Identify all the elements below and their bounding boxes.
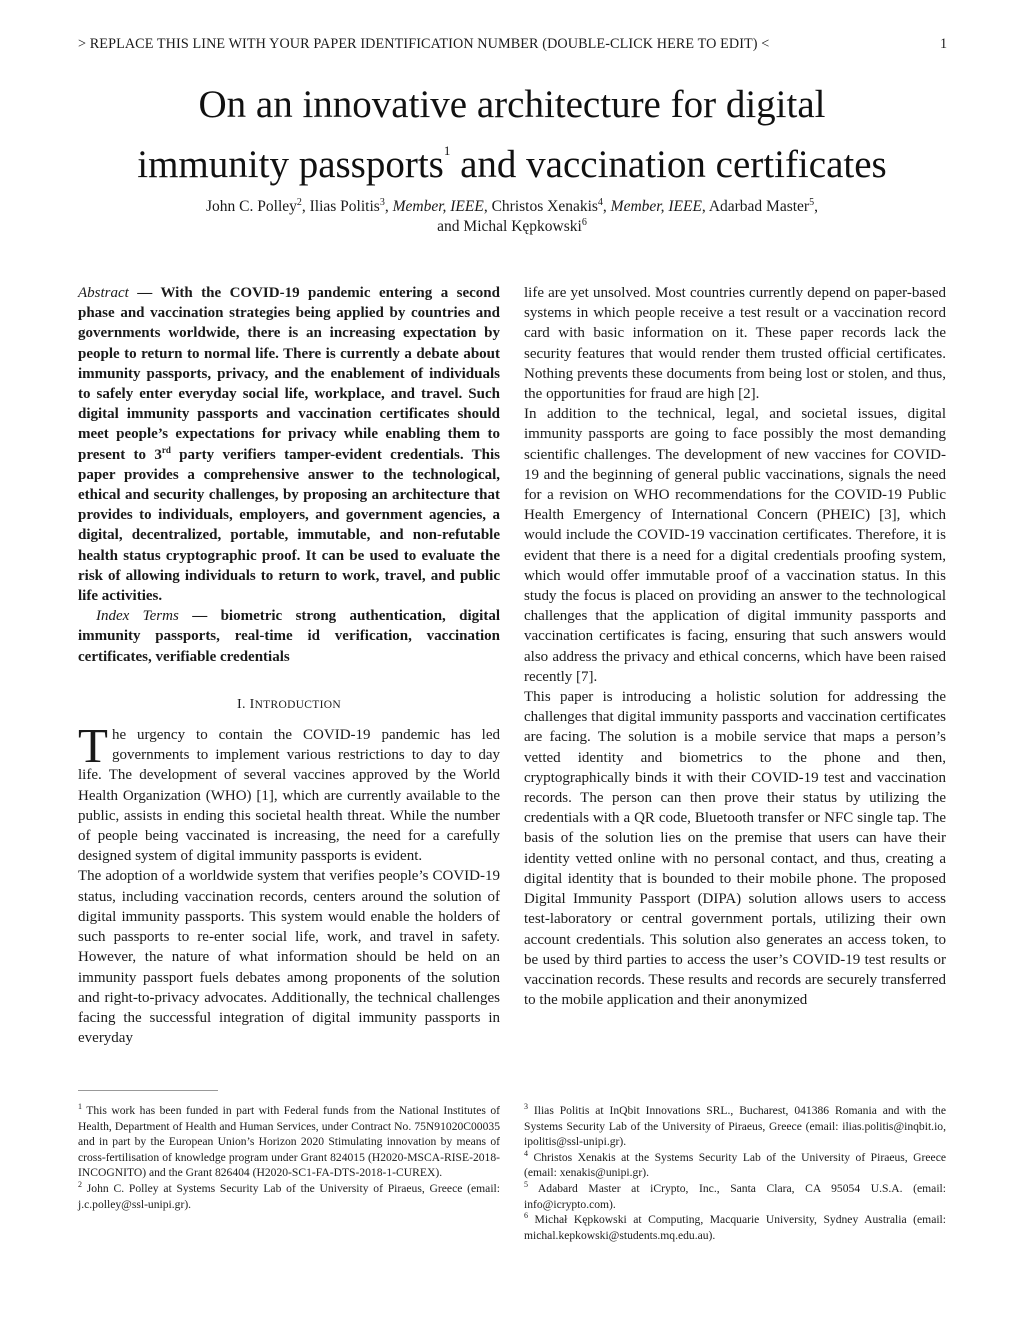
author-5-ref: 6 bbox=[581, 217, 587, 228]
footnote-5-text: Adabard Master at iCrypto, Inc., Santa Clara, CA 95054 U.S.A. (email: info@icrypto.com). bbox=[524, 1181, 946, 1211]
page-number: 1 bbox=[940, 36, 948, 52]
intro-paragraph-1-text: he urgency to contain the COVID-19 pandemic has led governments to implement various restrictions to day to day life. The development of several vaccines approved by the World Health Organization (WHO) [1], which are currently available to the public, assists in ending this societal health threat. While the number of people being vaccinated is increasing, the need for a carefully designed system of digital immunity passports is evident. bbox=[78, 727, 500, 865]
author-3-role: Member, IEEE bbox=[610, 198, 702, 215]
intro-paragraph-4: This paper is introducing a holistic solution for addressing the challenges that digital immunity passports and vaccination certificates are facing. The solution is a mobile service that maps a person’s vetted identity and biometrics to the phone and then, cryptographically binds it with their COVID-19 test and vaccination records. The person can then prove their status by utilizing the credentials with a QR code, Bluetooth transfer or NFC single tap. The basis of the solution lies on the premise that users can have their identity vetted online with no personal contact, and thus, creating a digital identity that is bounded to their mobile phone. The proposed Digital Immunity Passport (DIPA) solution allows users to access test-laboratory or central government portals, utilizing their own account credentials. This solution also generates an access token, to be used by third parties to access the user’s COVID-19 test results or vaccination records. These results and records are securely transferred to the mobile application and their anonymized bbox=[524, 689, 946, 1009]
footnote-1-text: This work has been funded in part with Federal funds from the National Institutes of Health, Department of Health and Human Services, under Contract No. 75N91020C00035 and in part by the European Union’s Horizon 2020 Stimulating innovation by means of cross-fertilisation of knowledge program under Grant 824015 (H2020-MSCA-RISE-2018-INCOGNITO) and the Grant 826404 (H2020-SC1-FA-DTS-2018-1-CUREX). bbox=[78, 1104, 500, 1180]
author-2: , Ilias Politis bbox=[301, 198, 380, 215]
title-line-2: immunity passports bbox=[137, 143, 444, 186]
index-terms-label: Index Terms bbox=[96, 608, 179, 625]
footnote-3-text: Ilias Politis at InQbit Innovations SRL., Bucharest, 041386 Romania and with the Systems Security Lab of the University of Piraeus, Greece (email: ilias.politis@inqbit.io, ipolitis@ssl-unipi.gr). bbox=[524, 1104, 946, 1149]
footnote-6-text: Michał Kępkowski at Computing, Macquarie University, Sydney Australia (email: michal.kepkowski@students.mq.edu.au). bbox=[524, 1213, 946, 1242]
footnote-6 bbox=[524, 1212, 946, 1243]
abstract-text-1: — With the COVID-19 pandemic entering a second phase and vaccination strategies being applied by countries and governments worldwide, there is an increasing expectation by people to return to normal life. There is currently a debate about immunity passports, privacy, and the enablement of individuals to safely enter everyday social life, workplace, and travel. Such digital immunity passports and vaccination certificates should meet people’s expectations for privacy while enabling them to present to 3 bbox=[78, 285, 500, 463]
footnote-4-mark: 4 bbox=[524, 1148, 528, 1158]
title-line-2-rest: and vaccination certificates bbox=[450, 143, 887, 186]
footnote-5 bbox=[524, 1181, 946, 1212]
footnote-5-mark: 5 bbox=[524, 1179, 528, 1189]
author-1: John C. Polley bbox=[206, 198, 297, 215]
section-number: I. bbox=[237, 696, 250, 712]
title-line-1: On an innovative architecture for digital bbox=[198, 83, 826, 126]
author-2-role: Member, IEEE bbox=[392, 198, 484, 215]
footnote-rule-left bbox=[78, 1090, 218, 1091]
section-title-rest: NTRODUCTION bbox=[254, 698, 341, 711]
drop-cap: T bbox=[78, 718, 108, 774]
footnote-2-text: John C. Polley at Systems Security Lab of the University of Piraeus, Greece (email: j.c.polley@ssl-unipi.gr). bbox=[78, 1181, 500, 1211]
title-footnote-ref: 1 bbox=[443, 143, 451, 158]
footnote-6-mark: 6 bbox=[524, 1211, 528, 1221]
author-2-ref: 3 bbox=[379, 197, 385, 208]
footnote-1-mark: 1 bbox=[78, 1102, 82, 1111]
author-1-ref: 2 bbox=[296, 197, 302, 208]
intro-paragraph-1 bbox=[78, 718, 500, 866]
abstract-label: Abstract bbox=[78, 285, 129, 301]
intro-paragraph-2-continued: life are yet unsolved. Most countries currently depend on paper-based systems in which people receive a test result or a vaccination record card with basic information on it. These paper records lack the security features that would render them trusted official certificates. Nothing prevents these documents from being lost or stolen, and thus, the opportunities for fraud are high [2]. bbox=[524, 285, 946, 403]
abstract bbox=[78, 283, 500, 606]
paper-title bbox=[60, 82, 964, 188]
right-column bbox=[524, 283, 946, 1010]
author-3-ref: 4 bbox=[597, 197, 603, 208]
footnote-4-text: Christos Xenakis at the Systems Security Lab of the University of Piraeus, Greece (email: xenakis@unipi.gr). bbox=[524, 1150, 946, 1180]
footnote-2 bbox=[78, 1181, 500, 1212]
left-column bbox=[78, 283, 500, 1048]
footnotes-left bbox=[78, 1103, 500, 1212]
index-terms-text: — biometric strong authentication, digital immunity passports, real-time id verification, vaccination certificates, verifiable credentials bbox=[78, 608, 500, 665]
author-4: , Adarbad Master bbox=[701, 198, 810, 215]
footnote-3 bbox=[524, 1103, 946, 1150]
intro-paragraph-3: In addition to the technical, legal, and societal issues, digital immunity passports are going to face possibly the most demanding scientific challenges. The development of new vaccines for COVID-19 and the beginning of general public vaccinations, signals the need for a revision on WHO recommendations for the COVID-19 Public Health Emergency of International Concern (PHEIC) [3], which would include the COVID-19 vaccination certificates. Therefore, it is evident that there is a need for a digital credentials proofing system, which would offer immutable proof of a vaccination status. In this study the focus is placed on providing an answer to the technological challenges that the application of digital immunity passports and vaccination certificates is facing, ensuring that such answers would also address the privacy and ethical concerns, which have been raised recently [7]. bbox=[524, 406, 946, 685]
intro-paragraph-2: The adoption of a worldwide system that verifies people’s COVID-19 status, including vaccination records, centers around the solution of digital immunity passports. This system would enable the holders of such passports to re-enter social life, work, and travel in safety. However, the nature of what information should be held on an immunity passport fuels debates among proponents of the solution and right-to-privacy advocates. Additionally, the technical challenges facing the successful integration of digital immunity passports in everyday bbox=[78, 868, 500, 1047]
footnote-1 bbox=[78, 1103, 500, 1181]
abstract-text-2: party verifiers tamper-evident credentials. This paper provides a comprehensive answer to the technological, ethical and security challenges, by proposing an architecture that provides to individuals, employers, and government agencies, a digital, decentralized, portable, immutable, and non-refutable health status cryptographic proof. It can be used to evaluate the risk of allowing individuals to return to work, travel, and public life activities. bbox=[78, 446, 500, 605]
index-terms bbox=[78, 606, 500, 667]
author-4-ref: 5 bbox=[809, 197, 815, 208]
footnote-3-mark: 3 bbox=[524, 1102, 528, 1111]
footnote-4 bbox=[524, 1150, 946, 1181]
abstract-ordinal-sup: rd bbox=[161, 444, 171, 455]
author-3: , Christos Xenakis bbox=[483, 198, 598, 215]
section-heading-introduction bbox=[78, 695, 500, 715]
running-header: > REPLACE THIS LINE WITH YOUR PAPER IDENTIFICATION NUMBER (DOUBLE-CLICK HERE TO EDIT) < bbox=[78, 36, 770, 52]
section-first-letter: I bbox=[249, 696, 255, 712]
footnote-2-mark: 2 bbox=[78, 1179, 82, 1189]
author-list: John C. Polley$^2$, Ilias Politis$^3$, Member, IEEE, Christos Xenakis$^4$, Member, IEEE, Adarbad Master$^5$, and Michal Kępkowski$^6$ bbox=[206, 197, 818, 235]
author-5: and Michal Kępkowski bbox=[437, 218, 582, 235]
footnotes-right bbox=[524, 1103, 946, 1243]
